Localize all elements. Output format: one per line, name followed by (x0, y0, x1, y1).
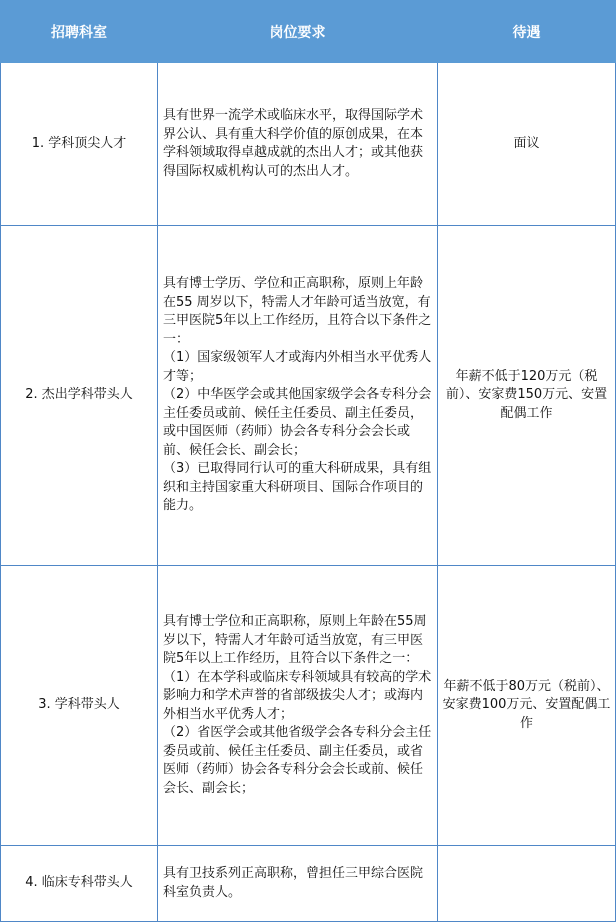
table-row (1, 566, 616, 846)
header-department: 招聘科室 (1, 1, 158, 63)
header-requirements: 岗位要求 (158, 1, 438, 63)
requirement-cell (158, 846, 438, 922)
salary-cell (438, 846, 616, 922)
department-cell: 2. 杰出学科带头人 (1, 226, 158, 566)
requirement-text: 具有世界一流学术或临床水平，取得国际学术界公认、具有重大科学价值的原创成果，在本学科领域取得卓越成就的杰出人才；或其他获得国际权威机构认可的杰出人才。 (163, 108, 424, 179)
table-row (1, 226, 616, 566)
requirement-cell (158, 63, 438, 226)
requirement-text: 具有博士学位和正高职称，原则上年龄在55周岁以下，特需人才年龄可适当放宽，有三甲医院5年以上工作经历，且符合以下条件之一： （1）在本学科或临床专科领域具有较高的学术影响力和学术声誉的省部级拔尖人才；或海内外相当水平优秀人才； （2）省医学会或其他省级学会各专科分会主任委员或前、候任主任委员、副主任委员，或省医师（药师）协会各专科分会会长或前、候任会长、副会长； (163, 614, 432, 796)
requirement-cell (158, 566, 438, 846)
salary-cell: 面议 (438, 63, 616, 226)
requirement-cell (158, 226, 438, 566)
salary-cell: 年薪不低于120万元（税前）、安家费150万元、安置配偶工作 (438, 226, 616, 566)
department-cell: 4. 临床专科带头人 (1, 846, 158, 922)
table-row (1, 846, 616, 922)
requirement-text: 具有博士学历、学位和正高职称，原则上年龄在55 周岁以下，特需人才年龄可适当放宽，有三甲医院5年以上工作经历，且符合以下条件之一： （1）国家级领军人才或海内外相当水平优秀人才等； （2）中华医学会或其他国家级学会各专科分会主任委员或前、候任主任委员、副主任委员，或中国医师（药师）协会各专科分会会长或前、候任会长、副会长； （3）已取得同行认可的重大科研成果，具有组织和主持国家重大科研项目、国际合作项目的能力。 (163, 276, 432, 514)
table-header-row (1, 1, 616, 63)
department-cell: 3. 学科带头人 (1, 566, 158, 846)
department-cell: 1. 学科顶尖人才 (1, 63, 158, 226)
table-row (1, 63, 616, 226)
salary-cell: 年薪不低于80万元（税前）、安家费100万元、安置配偶工作 (438, 566, 616, 846)
header-salary: 待遇 (438, 1, 616, 63)
requirement-text: 具有卫技系列正高职称，曾担任三甲综合医院科室负责人。 (163, 866, 424, 900)
